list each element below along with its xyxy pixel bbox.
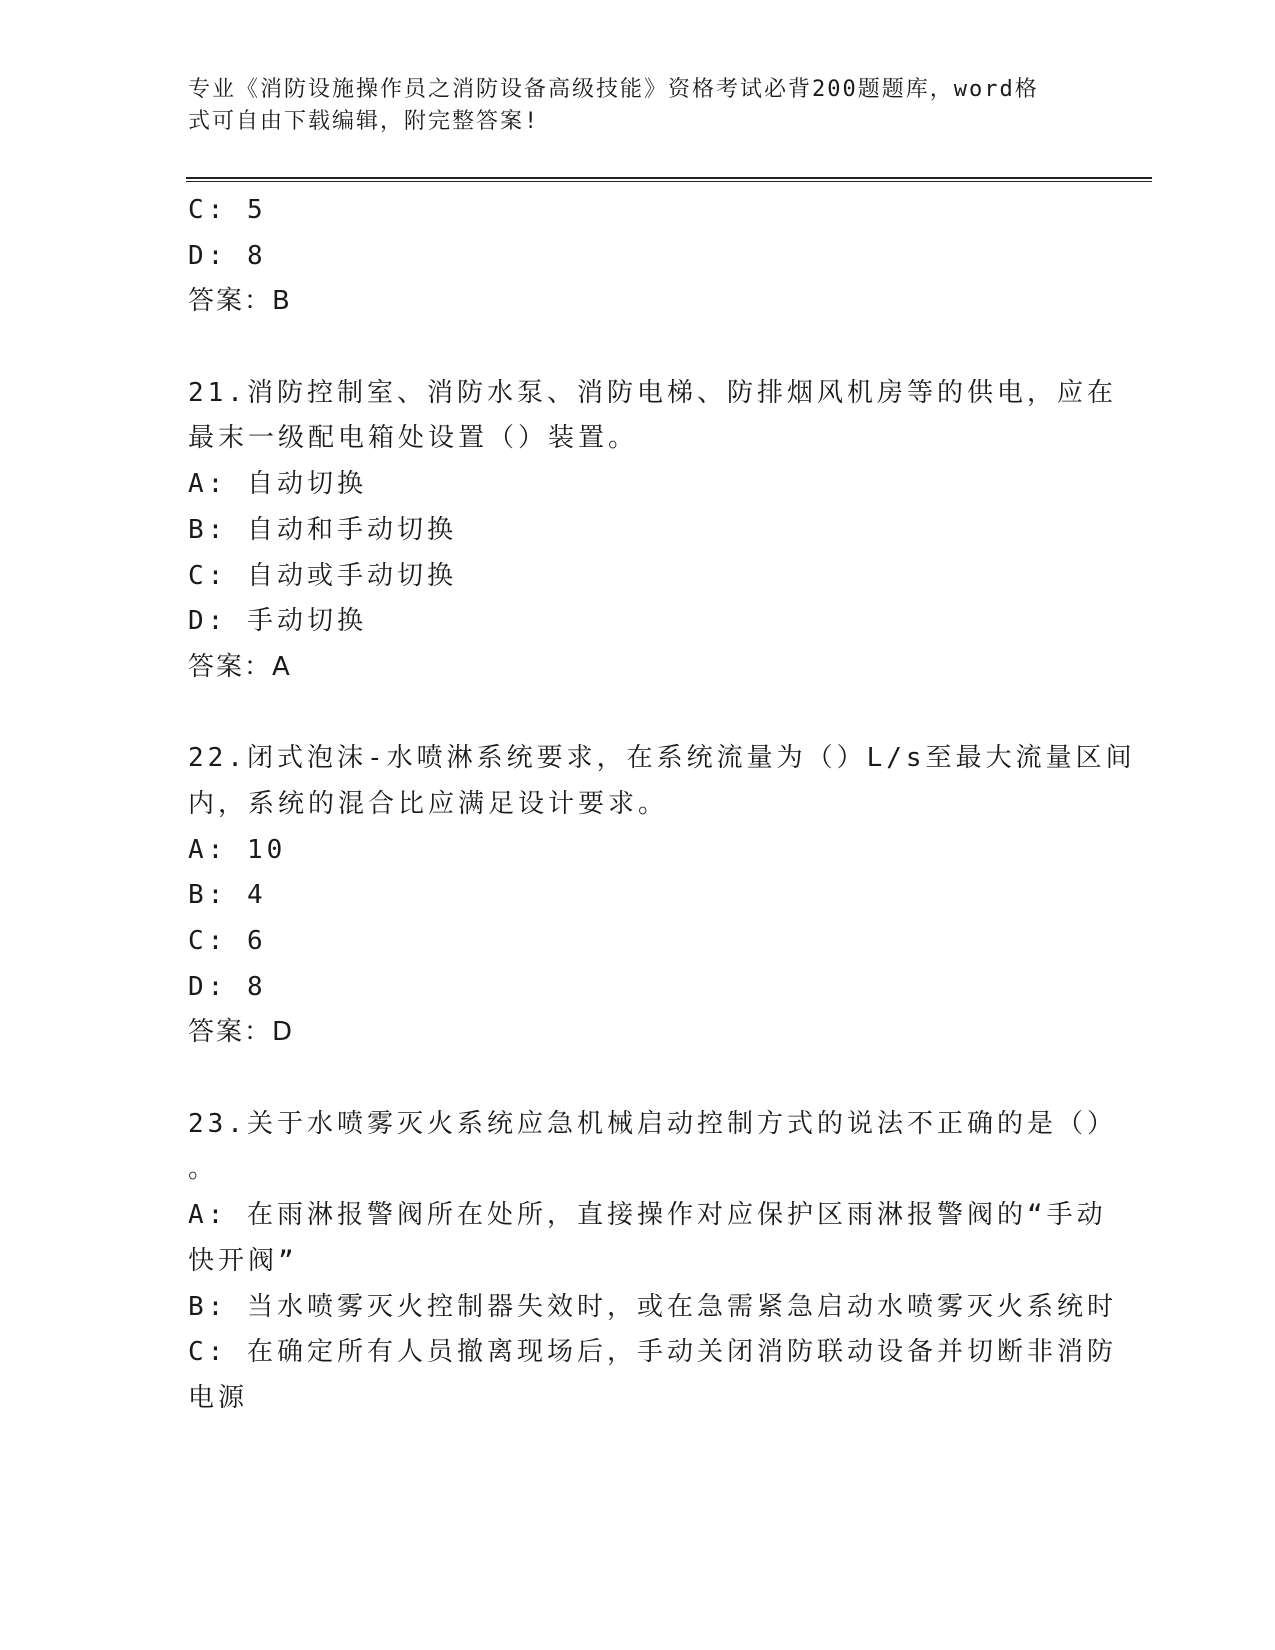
option-c: C: 在确定所有人员撤离现场后，手动关闭消防联动设备并切断非消防 [188,1337,1117,1368]
question-list [188,188,1136,1422]
question-22 [188,736,1136,1056]
option-d: D: 手动切换 [188,606,367,637]
option-c: C: 6 [188,926,267,956]
option-d: D: 8 [188,240,267,271]
answer-line: 答案：B [188,286,292,317]
option-a: A: 在雨淋报警阀所在处所，直接操作对应保护区雨淋报警阀的“手动 [188,1200,1107,1231]
header-line-2: 式可自由下载编辑，附完整答案! [188,109,540,134]
option-c: C: 5 [188,195,267,225]
question-stem-line: 23.关于水喷雾灭火系统应急机械启动控制方式的说法不正确的是（） [188,1108,1117,1139]
option-a-continued: 快开阀” [188,1245,298,1276]
answer-line: 答案：D [188,1017,295,1048]
option-d: D: 8 [188,971,267,1002]
option-c: C: 自动或手动切换 [188,560,457,591]
header-line-1: 专业《消防设施操作员之消防设备高级技能》资格考试必背200题题库，word格 [188,77,1039,102]
option-c-continued: 电源 [188,1382,249,1413]
option-b: B: 4 [188,880,267,911]
question-spacer [188,1056,1088,1102]
question-spacer [188,691,1088,737]
question-21 [188,371,1117,691]
option-a: A: 10 [188,834,287,865]
question-stem-line: 内，系统的混合比应满足设计要求。 [188,788,669,819]
header-divider [186,177,1152,182]
question-23 [188,1102,1117,1422]
option-a: A: 自动切换 [188,469,367,500]
question-spacer [188,325,1088,371]
answer-line: 答案：A [188,651,292,682]
option-b: B: 自动和手动切换 [188,514,457,545]
question-stem-line: 22.闭式泡沫-水喷淋系统要求，在系统流量为（）L/s至最大流量区间 [188,743,1136,774]
question-stem-line: 21.消防控制室、消防水泵、消防电梯、防排烟风机房等的供电，应在 [188,377,1117,408]
question-stem-line: 最末一级配电箱处设置（）装置。 [188,423,639,454]
document-header [188,74,1068,138]
question-stem-line: 。 [188,1154,219,1185]
option-b: B: 当水喷雾灭火控制器失效时，或在急需紧急启动水喷雾灭火系统时 [188,1291,1117,1322]
